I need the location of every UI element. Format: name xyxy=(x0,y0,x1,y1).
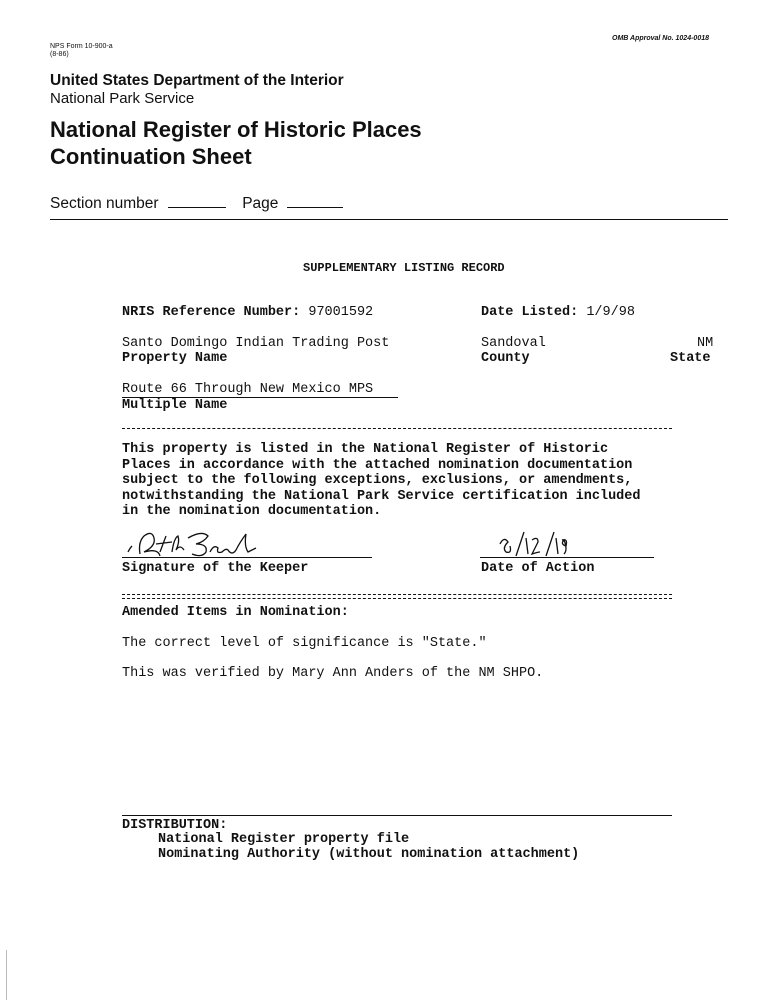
nris-label: NRIS Reference Number: xyxy=(122,305,301,320)
multiple-name-label: Multiple Name xyxy=(122,398,228,413)
amendment-line: This was verified by Mary Ann Anders of the NM SHPO. xyxy=(122,666,544,681)
date-listed-label: Date Listed: xyxy=(481,305,579,320)
double-divider-top xyxy=(122,594,672,595)
state-label: State xyxy=(670,351,711,366)
page-label: Page xyxy=(242,195,279,212)
state-value: NM xyxy=(697,336,714,351)
agency-name: National Park Service xyxy=(50,90,195,107)
signature-label: Signature of the Keeper xyxy=(122,561,309,576)
form-number-text: NPS Form 10-900-a xyxy=(50,43,113,50)
county-label: County xyxy=(481,351,530,366)
signature-line xyxy=(122,557,372,558)
distribution-item: National Register property file xyxy=(158,832,410,847)
date-listed-value: 1/9/98 xyxy=(586,305,635,320)
header-rule xyxy=(50,219,728,220)
distribution-rule xyxy=(122,815,672,816)
distribution-item: Nominating Authority (without nomination attachment) xyxy=(158,847,580,862)
scan-edge xyxy=(6,950,7,1000)
section-number-blank xyxy=(168,206,226,208)
section-page-row xyxy=(50,195,343,213)
amended-items-label: Amended Items in Nomination: xyxy=(122,605,349,620)
document-title: National Register of Historic Places xyxy=(50,117,422,142)
page-blank xyxy=(287,206,343,208)
double-divider-bottom xyxy=(122,598,672,599)
omb-approval: OMB Approval No. 1024-0018 xyxy=(612,35,709,42)
amendment-line: The correct level of significance is "State." xyxy=(122,636,487,651)
date-of-action-line xyxy=(480,557,654,558)
form-date-text: (8-86) xyxy=(50,51,69,58)
listing-statement xyxy=(122,442,640,520)
section-number-label: Section number xyxy=(50,195,159,212)
dashed-divider xyxy=(122,428,672,429)
nris-row xyxy=(122,305,373,320)
action-date-handwritten xyxy=(496,530,576,560)
nris-value: 97001592 xyxy=(308,305,374,320)
distribution-label: DISTRIBUTION: xyxy=(122,818,228,833)
county-value: Sandoval xyxy=(481,336,546,351)
statement-line: subject to the following exceptions, exclusions, or amendments, xyxy=(122,473,633,488)
statement-line: This property is listed in the National Register of Historic xyxy=(122,442,609,457)
statement-line: Places in accordance with the attached nomination documentation xyxy=(122,457,633,473)
property-name-label: Property Name xyxy=(122,351,228,366)
form-number xyxy=(50,43,113,59)
statement-line: in the nomination documentation. xyxy=(122,504,382,519)
date-listed-row xyxy=(481,305,635,320)
department-name: United States Department of the Interior xyxy=(50,72,344,89)
property-name-value: Santo Domingo Indian Trading Post xyxy=(122,336,390,351)
statement-line: notwithstanding the National Park Service certification included xyxy=(122,488,641,504)
document-subtitle: Continuation Sheet xyxy=(50,144,252,169)
multiple-name-value: Route 66 Through New Mexico MPS xyxy=(122,382,374,397)
keeper-signature xyxy=(120,522,270,562)
record-heading: SUPPLEMENTARY LISTING RECORD xyxy=(303,261,505,275)
date-of-action-label: Date of Action xyxy=(481,561,595,576)
